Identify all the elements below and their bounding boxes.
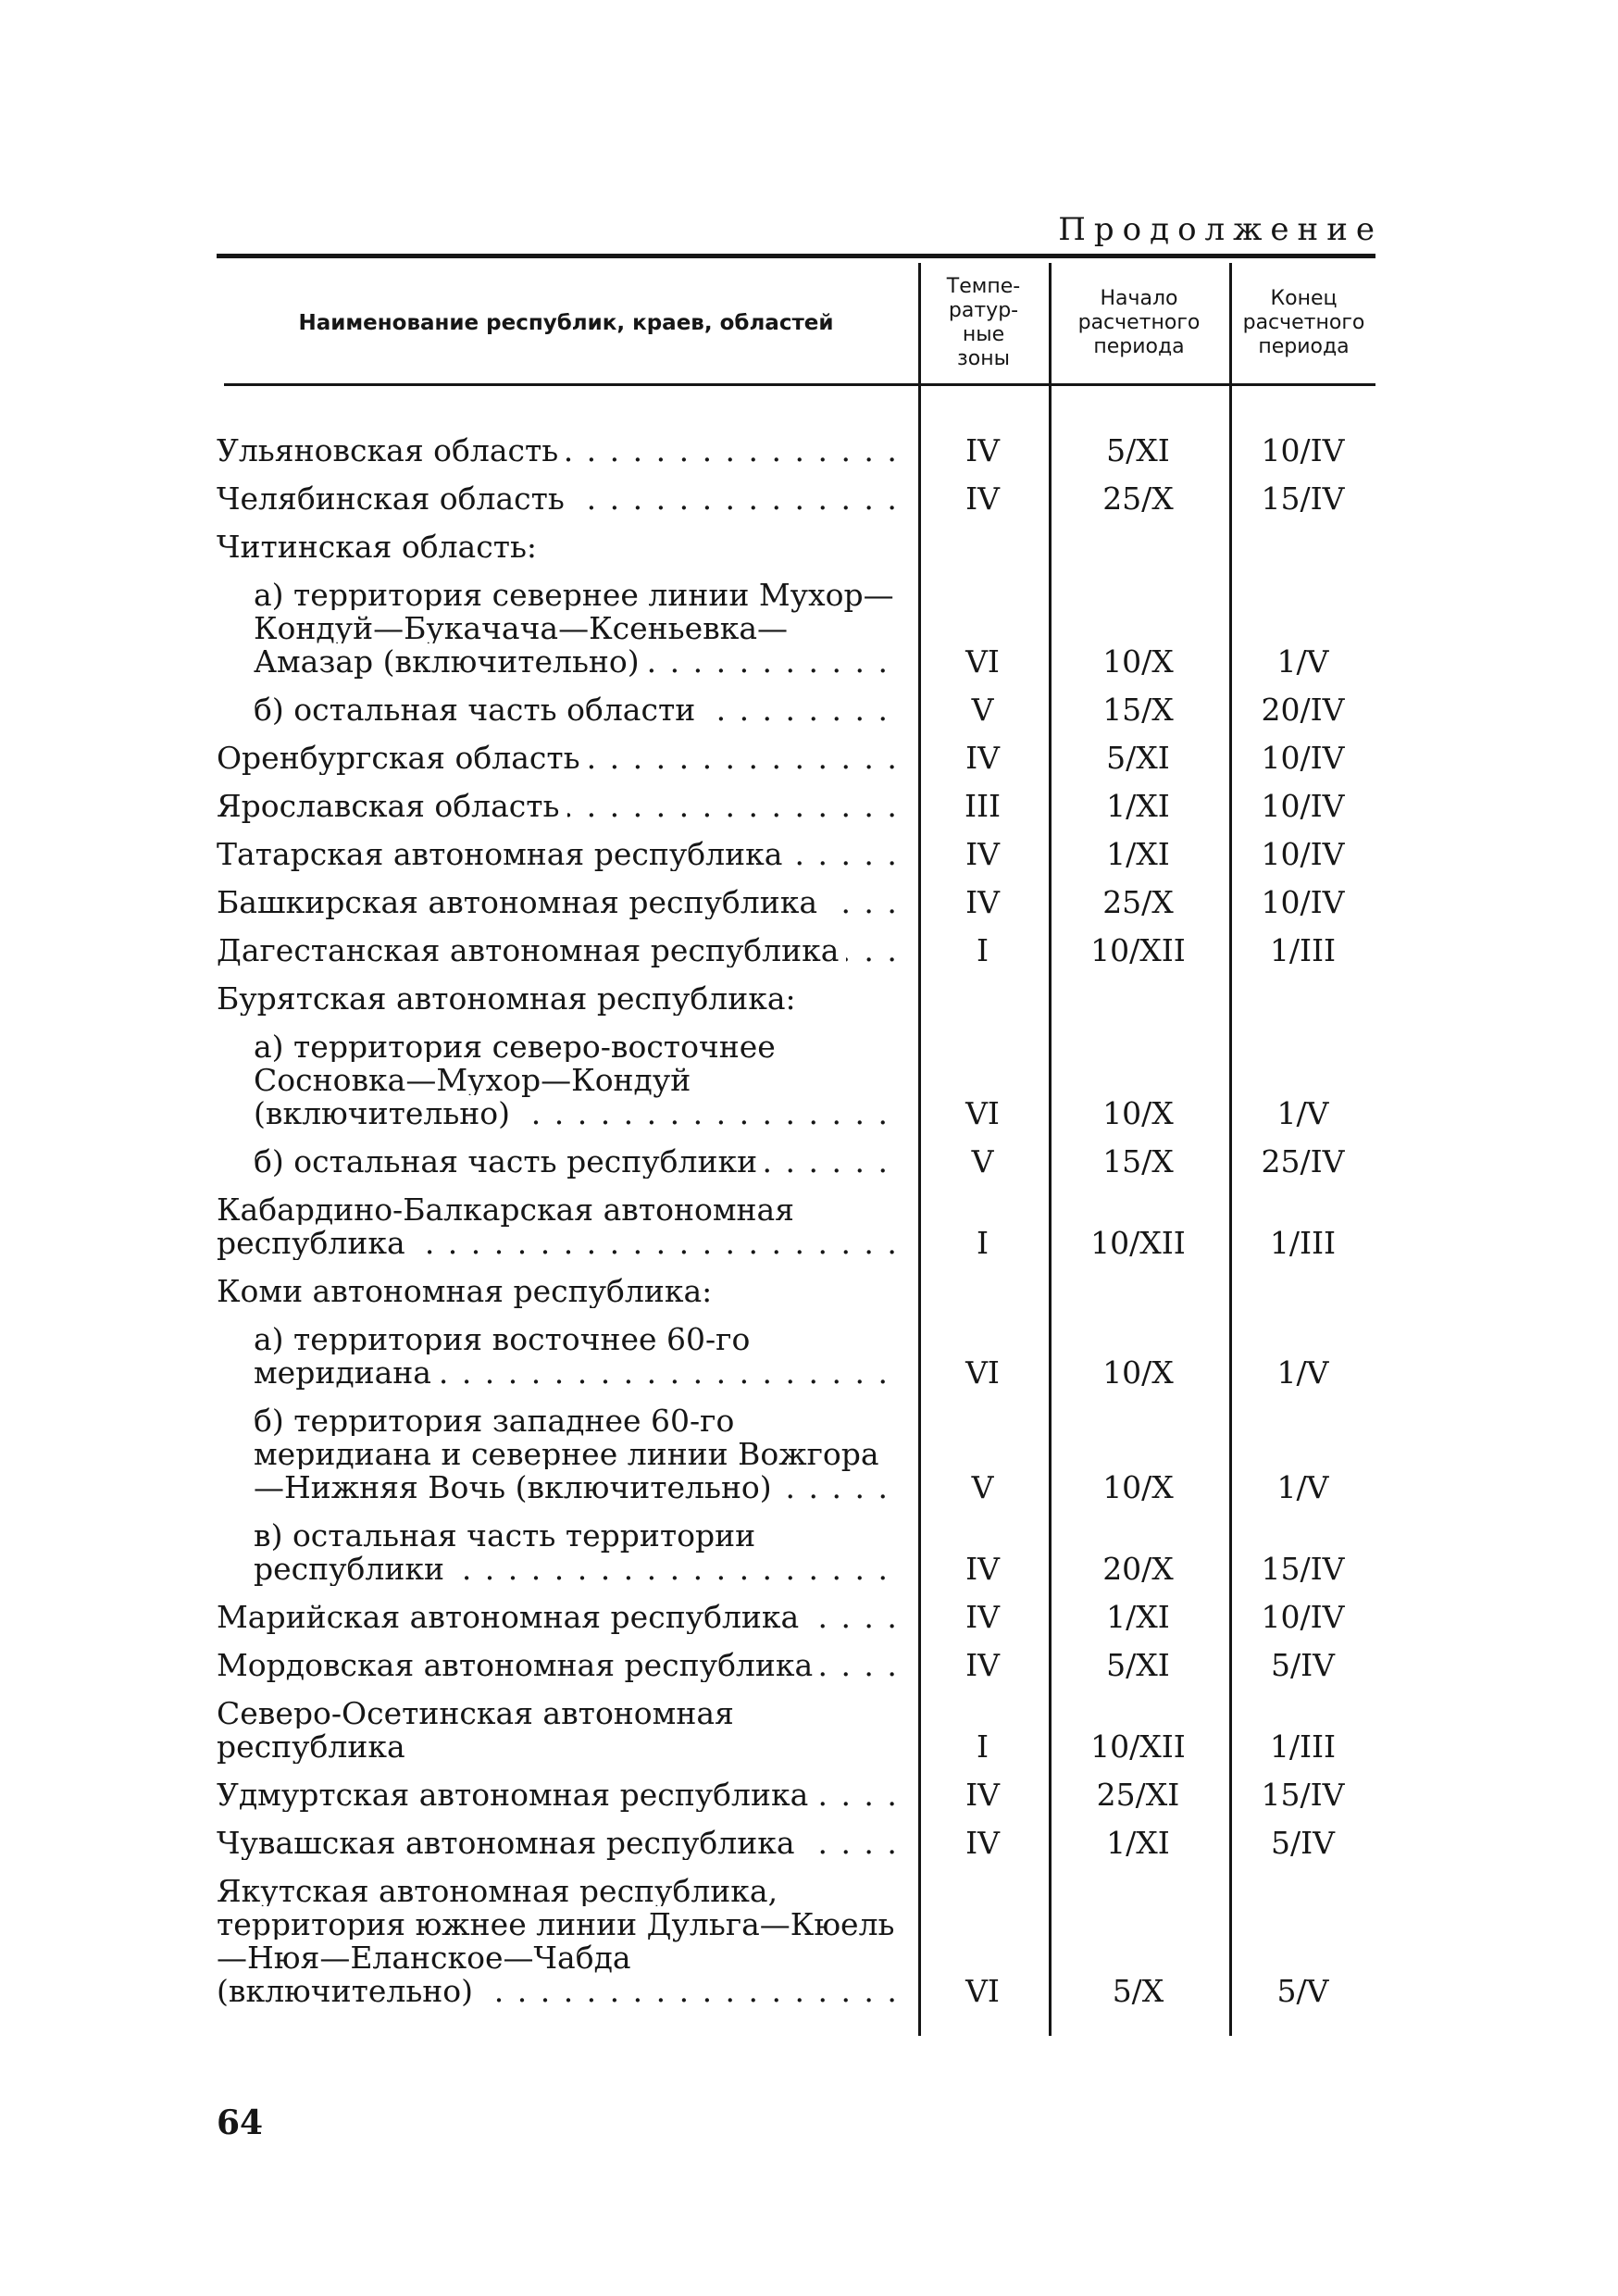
table-row bbox=[217, 579, 1375, 679]
region-name-text: б) территория западнее 60-го меридиана и севернее линии Вожгора—Нижняя Вочь (включительно) bbox=[254, 1404, 879, 1504]
region-name-text: Оренбургская область bbox=[217, 742, 588, 775]
temperature-zone: I bbox=[976, 1225, 989, 1261]
period-end: 10/IV bbox=[1261, 1599, 1345, 1635]
temperature-zone: IV bbox=[965, 432, 1000, 468]
period-end: 1/III bbox=[1269, 932, 1337, 968]
region-name bbox=[217, 1778, 902, 1812]
region-name-text: Северо-Осетинская автономная республика bbox=[217, 1697, 734, 1764]
table-row bbox=[217, 1404, 1375, 1504]
table-row bbox=[217, 1193, 1375, 1260]
period-end: 5/V bbox=[1276, 1973, 1329, 2009]
period-start: 25/X bbox=[1102, 884, 1174, 920]
temperature-zone: I bbox=[976, 932, 989, 968]
region-name bbox=[217, 1827, 902, 1860]
period-start: 5/XI bbox=[1106, 1647, 1170, 1683]
region-name bbox=[217, 1875, 902, 2008]
region-name bbox=[217, 1519, 902, 1586]
temperature-zone: IV bbox=[965, 740, 1000, 776]
period-start: 15/X bbox=[1102, 1143, 1174, 1179]
table-row bbox=[217, 742, 1375, 775]
table-row bbox=[217, 1778, 1375, 1812]
table-row bbox=[217, 934, 1375, 967]
table-row bbox=[217, 434, 1375, 468]
header-start: Начало расчетного периода bbox=[1077, 287, 1201, 358]
region-name bbox=[217, 482, 902, 516]
region-name bbox=[217, 790, 902, 823]
period-end: 5/IV bbox=[1271, 1647, 1335, 1683]
temperature-zone: IV bbox=[965, 1825, 1000, 1861]
region-name bbox=[217, 934, 902, 967]
region-name-text: Читинская область: bbox=[217, 530, 544, 564]
period-end: 1/V bbox=[1276, 1354, 1329, 1391]
table-row bbox=[217, 1827, 1375, 1860]
region-name-text: а) территория севернее линии Мухор—Кондуй—Букачача—Ксеньевка—Амазар (включительно) bbox=[254, 579, 894, 679]
region-name-text: Удмуртская автономная республика bbox=[217, 1778, 815, 1812]
region-name bbox=[217, 530, 902, 564]
period-start: 10/XII bbox=[1090, 1728, 1186, 1765]
temperature-zone: IV bbox=[965, 1647, 1000, 1683]
region-name-text: а) территория северо-восточнее Сосновка—Мухор—Кондуй (включительно) bbox=[254, 1030, 776, 1130]
table-row bbox=[217, 1649, 1375, 1682]
region-name bbox=[217, 742, 902, 775]
region-name bbox=[217, 886, 902, 919]
region-name bbox=[217, 1601, 902, 1634]
period-end: 1/V bbox=[1276, 643, 1329, 680]
period-end: 1/V bbox=[1276, 1469, 1329, 1505]
period-start: 1/XI bbox=[1106, 788, 1170, 824]
region-name-text: Марийская автономная республика bbox=[217, 1601, 806, 1634]
header-name: Наименование республик, краев, областей bbox=[298, 311, 834, 335]
temperature-zone: VI bbox=[965, 643, 1000, 680]
region-name-text: б) остальная часть республики bbox=[254, 1145, 765, 1179]
period-end: 25/IV bbox=[1261, 1143, 1345, 1179]
period-end: 10/IV bbox=[1261, 884, 1345, 920]
region-name-text: Чувашская автономная республика bbox=[217, 1827, 803, 1860]
region-name bbox=[217, 1275, 902, 1308]
period-end: 5/IV bbox=[1271, 1825, 1335, 1861]
period-start: 10/X bbox=[1102, 1469, 1174, 1505]
temperature-zone: IV bbox=[965, 884, 1000, 920]
temperature-zone: IV bbox=[965, 1599, 1000, 1635]
table-top-rule bbox=[217, 254, 1375, 258]
table-row bbox=[217, 693, 1375, 727]
region-name bbox=[217, 1404, 902, 1504]
period-end: 1/V bbox=[1276, 1095, 1329, 1131]
climate-zones-table bbox=[217, 254, 1375, 2036]
table-row bbox=[217, 1697, 1375, 1764]
period-start: 1/XI bbox=[1106, 836, 1170, 872]
region-name-text: Коми автономная республика: bbox=[217, 1275, 719, 1308]
period-end: 1/III bbox=[1269, 1728, 1337, 1765]
temperature-zone: IV bbox=[965, 480, 1000, 517]
period-end: 15/IV bbox=[1261, 1777, 1345, 1813]
table-body bbox=[217, 434, 1375, 2023]
period-end: 10/IV bbox=[1261, 740, 1345, 776]
table-group-row bbox=[217, 982, 1375, 1016]
region-name-text: Ульяновская область bbox=[217, 434, 566, 468]
region-name-text: Челябинская область bbox=[217, 482, 572, 516]
region-name-text: Бурятская автономная республика: bbox=[217, 982, 803, 1016]
temperature-zone: V bbox=[971, 1143, 994, 1179]
region-name bbox=[217, 1323, 902, 1390]
temperature-zone: I bbox=[976, 1728, 989, 1765]
header-end: Конец расчетного периода bbox=[1242, 287, 1365, 358]
table-row bbox=[217, 1323, 1375, 1390]
region-name-text: Дагестанская автономная республика bbox=[217, 934, 846, 967]
period-start: 5/XI bbox=[1106, 740, 1170, 776]
table-group-row bbox=[217, 530, 1375, 564]
table-row bbox=[217, 1875, 1375, 2008]
period-end: 15/IV bbox=[1261, 1551, 1345, 1587]
region-name bbox=[217, 434, 902, 468]
page-number: 64 bbox=[217, 2103, 264, 2142]
period-end: 20/IV bbox=[1261, 692, 1345, 728]
table-row bbox=[217, 1030, 1375, 1130]
temperature-zone: V bbox=[971, 692, 994, 728]
region-name-text: Башкирская автономная республика bbox=[217, 886, 825, 919]
period-start: 10/X bbox=[1102, 643, 1174, 680]
region-name bbox=[217, 1193, 902, 1260]
temperature-zone: VI bbox=[965, 1095, 1000, 1131]
period-start: 10/X bbox=[1102, 1095, 1174, 1131]
table-group-row bbox=[217, 1275, 1375, 1308]
region-name bbox=[217, 1145, 902, 1179]
continuation-label: Продолжение bbox=[1058, 211, 1383, 248]
period-start: 25/X bbox=[1102, 480, 1174, 517]
region-name-text: Ярославская область bbox=[217, 790, 567, 823]
period-start: 25/XI bbox=[1096, 1777, 1180, 1813]
table-row bbox=[217, 838, 1375, 871]
region-name-text: Якутская автономная республика, территория южнее линии Дульга—Кюель—Нюя—Еланское—Чабда (включительно) bbox=[217, 1875, 895, 2008]
table-row bbox=[217, 886, 1375, 919]
region-name-text: Мордовская автономная республика bbox=[217, 1649, 820, 1682]
period-start: 10/XII bbox=[1090, 932, 1186, 968]
table-row bbox=[217, 1519, 1375, 1586]
period-start: 1/XI bbox=[1106, 1599, 1170, 1635]
header-zone: Темпе- ратур- ные зоны bbox=[946, 275, 1021, 370]
period-start: 10/X bbox=[1102, 1354, 1174, 1391]
region-name bbox=[217, 982, 902, 1016]
temperature-zone: V bbox=[971, 1469, 994, 1505]
region-name bbox=[217, 693, 902, 727]
table-row bbox=[217, 482, 1375, 516]
region-name bbox=[217, 838, 902, 871]
header-bottom-rule bbox=[224, 383, 1375, 386]
table-row bbox=[217, 790, 1375, 823]
period-start: 5/XI bbox=[1106, 432, 1170, 468]
region-name-text: в) остальная часть территории республики bbox=[254, 1519, 756, 1586]
period-end: 10/IV bbox=[1261, 788, 1345, 824]
period-end: 10/IV bbox=[1261, 432, 1345, 468]
temperature-zone: VI bbox=[965, 1973, 1000, 2009]
region-name bbox=[217, 579, 902, 679]
period-start: 20/X bbox=[1102, 1551, 1174, 1587]
region-name-text: Татарская автономная республика bbox=[217, 838, 790, 871]
period-start: 15/X bbox=[1102, 692, 1174, 728]
period-end: 10/IV bbox=[1261, 836, 1345, 872]
temperature-zone: IV bbox=[965, 1551, 1000, 1587]
period-start: 10/XII bbox=[1090, 1225, 1186, 1261]
temperature-zone: III bbox=[964, 788, 1002, 824]
region-name bbox=[217, 1030, 902, 1130]
period-start: 5/X bbox=[1112, 1973, 1164, 2009]
period-start: 1/XI bbox=[1106, 1825, 1170, 1861]
region-name-text: Кабардино-Балкарская автономная республика bbox=[217, 1193, 795, 1260]
temperature-zone: IV bbox=[965, 836, 1000, 872]
temperature-zone: IV bbox=[965, 1777, 1000, 1813]
region-name-text: а) территория восточнее 60-го меридиана bbox=[254, 1323, 751, 1390]
table-row bbox=[217, 1601, 1375, 1634]
table-row bbox=[217, 1145, 1375, 1179]
region-name bbox=[217, 1697, 902, 1764]
region-name bbox=[217, 1649, 902, 1682]
region-name-text: б) остальная часть области bbox=[254, 693, 703, 727]
period-end: 15/IV bbox=[1261, 480, 1345, 517]
period-end: 1/III bbox=[1269, 1225, 1337, 1261]
temperature-zone: VI bbox=[965, 1354, 1000, 1391]
